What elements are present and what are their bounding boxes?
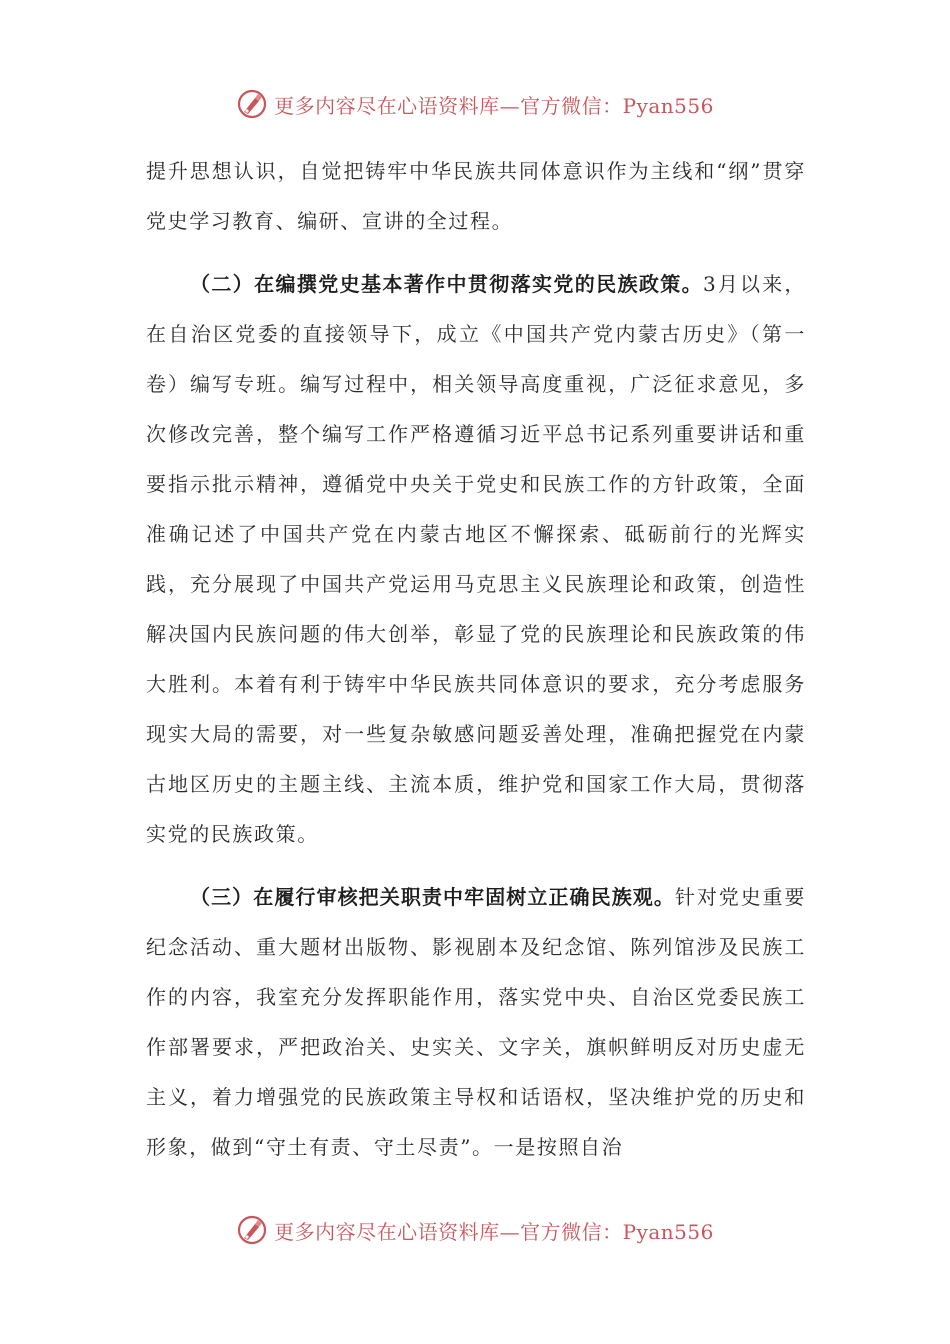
header-banner [0,84,950,124]
paragraph-section-3 [146,872,806,1172]
section-3-heading: （三）在履行审核把关职责中牢固树立正确民族观。 [190,885,675,909]
footer-banner-text: 更多内容尽在心语资料库—官方微信：Pyan556 [274,1219,714,1244]
header-banner-text: 更多内容尽在心语资料库—官方微信：Pyan556 [274,93,714,118]
footer-banner [0,1210,950,1250]
paragraph-continuation [146,146,806,246]
paragraph-1-text: 提升思想认识，自觉把铸牢中华民族共同体意识作为主线和“纲”贯穿党史学习教育、编研、宣讲的全过程。 [146,159,806,233]
paragraph-section-2 [146,259,806,859]
document-body [146,146,806,1172]
section-2-heading: （二）在编撰党史基本著作中贯彻落实党的民族政策。 [190,272,703,296]
section-2-text: 3月以来，在自治区党委的直接领导下，成立《中国共产党内蒙古历史》（第一卷）编写专班。编写过程中，相关领导高度重视，广泛征求意见，多次修改完善，整个编写工作严格遵循习近平总书记系列重要讲话和重要指示批示精神，遵循党中央关于党史和民族工作的方针政策，全面准确记述了中国共产党在内蒙古地区不懈探索、砥砺前行的光辉实践，充分展现了中国共产党运用马克思主义民族理论和政策，创造性解决国内民族问题的伟大创举，彰显了党的民族理论和民族政策的伟大胜利。本着有利于铸牢中华民族共同体意识的要求，充分考虑服务现实大局的需要，对一些复杂敏感问题妥善处理，准确把握党在内蒙古地区历史的主题主线、主流本质，维护党和国家工作大局，贯彻落实党的民族政策。 [146,272,806,846]
pen-nib-seal-icon [236,1214,268,1246]
pen-nib-seal-icon [236,88,268,120]
section-3-text: 针对党史重要纪念活动、重大题材出版物、影视剧本及纪念馆、陈列馆涉及民族工作的内容，我室充分发挥职能作用，落实党中央、自治区党委民族工作部署要求，严把政治关、史实关、文字关，旗帜鲜明反对历史虚无主义，着力增强党的民族政策主导权和话语权，坚决维护党的历史和形象，做到“守土有责、守土尽责”。一是按照自治 [146,885,806,1159]
